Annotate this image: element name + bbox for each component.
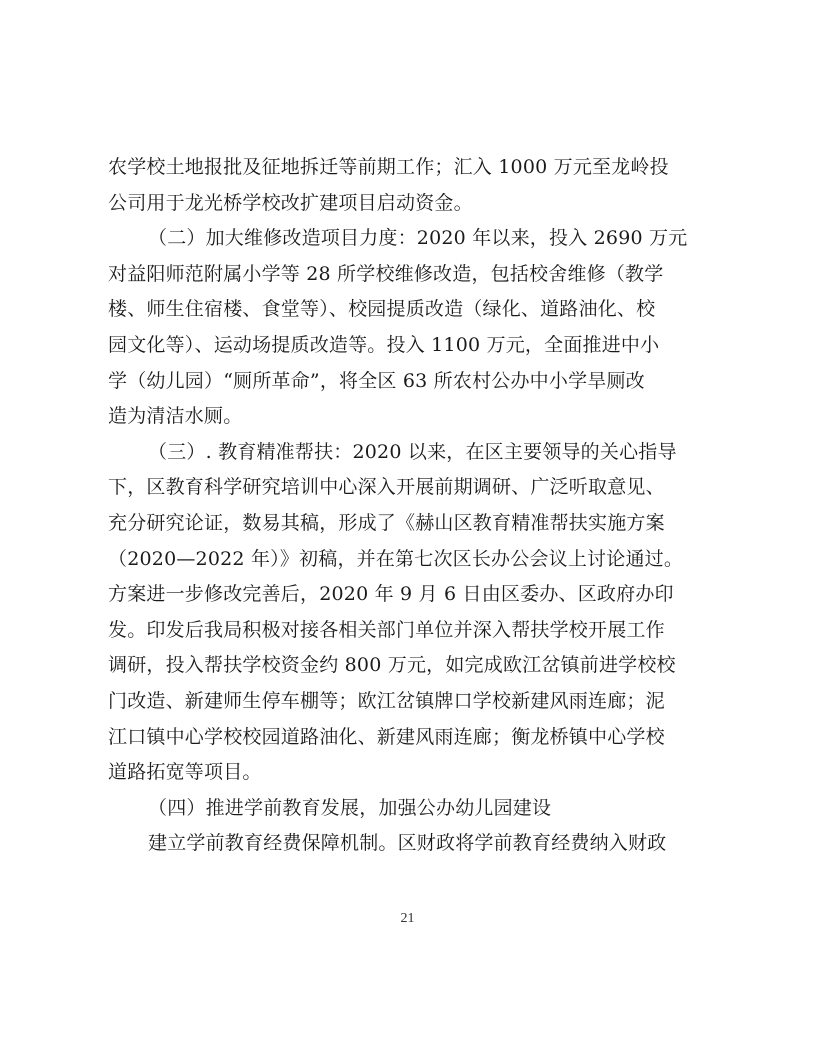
- text-line: 农学校土地报批及征地拆迁等前期工作；汇入 1000 万元至龙岭投: [108, 156, 669, 178]
- text-line: 造为清洁水厕。: [108, 405, 243, 428]
- text-line: 江口镇中心学校校园道路油化、新建风雨连廊；衡龙桥镇中心学校: [108, 725, 665, 748]
- text-line: （2020—2022 年）》初稿，并在第七次区长办公会议上讨论通过。: [108, 547, 684, 570]
- text-line: 充分研究论证，数易其稿，形成了《赫山区教育精准帮扶实施方案: [108, 511, 665, 534]
- text-line: 道路拓宽等项目。: [108, 761, 262, 784]
- text-line: 楼、师生住宿楼、食堂等）、校园提质改造（绿化、道路油化、校: [108, 298, 656, 321]
- text-line: 园文化等）、运动场提质改造等。投入 1100 万元，全面推进中小: [108, 333, 660, 356]
- text-line: 学（幼儿园）“厕所革命”，将全区 63 所农村公办中小学旱厕改: [108, 369, 645, 392]
- text-line: 发。印发后我局积极对接各相关部门单位并深入帮扶学校开展工作: [108, 618, 665, 641]
- text-line: 对益阳师范附属小学等 28 所学校维修改造，包括校舍维修（教学: [108, 262, 664, 285]
- section-heading-line: （二）加大维修改造项目力度：2020 年以来，投入 2690 万元: [148, 227, 688, 250]
- body-text: [108, 150, 718, 862]
- section-heading-line: （四）推进学前教育发展，加强公办幼儿园建设: [148, 796, 552, 819]
- text-line: 调研，投入帮扶学校资金约 800 万元，如完成欧江岔镇前进学校校: [108, 654, 676, 677]
- text-line: 建立学前教育经费保障机制。区财政将学前教育经费纳入财政: [148, 832, 667, 855]
- section-heading-line: （三）. 教育精准帮扶：2020 以来，在区主要领导的关心指导: [148, 440, 677, 463]
- text-line: 公司用于龙光桥学校改扩建项目启动资金。: [108, 191, 473, 214]
- text-line: 方案进一步修改完善后，2020 年 9 月 6 日由区委办、区政府办印: [108, 583, 674, 606]
- text-line: 下，区教育科学研究培训中心深入开展前期调研、广泛听取意见、: [108, 476, 665, 499]
- page-number: 21: [400, 911, 415, 926]
- text-line: 门改造、新建师生停车棚等；欧江岔镇牌口学校新建风雨连廊；泥: [108, 689, 665, 712]
